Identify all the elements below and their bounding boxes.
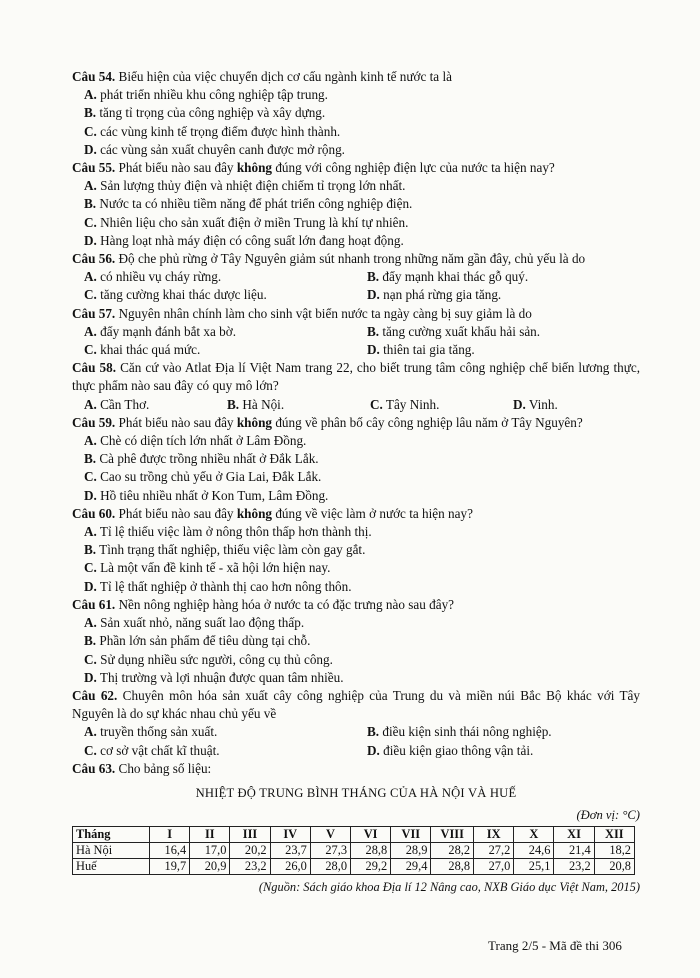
table-cell: 27,2 xyxy=(474,843,514,859)
option-d: D. Tỉ lệ thất nghiệp ở thành thị cao hơn nông thôn. xyxy=(84,578,352,594)
table-cell: 28,2 xyxy=(431,843,474,859)
question-61: Câu 61. Nền nông nghiệp hàng hóa ở nước ta có đặc trưng nào sau đây? xyxy=(72,596,455,612)
table-unit: (Đơn vị: °C) xyxy=(576,808,640,823)
table-row-label: Huế xyxy=(73,859,150,875)
options-row xyxy=(72,396,640,414)
table-header-row xyxy=(73,827,635,843)
option-d: D. Hàng loạt nhà máy điện có công suất lớn đang hoạt động. xyxy=(84,232,404,248)
options-row xyxy=(72,323,640,341)
options-row xyxy=(72,268,640,286)
question-58: Câu 58. Căn cứ vào Atlat Địa lí Việt Nam trang 22, cho biết trung tâm công nghiệp chế biến lương thực, thực phẩm nào sau đây có quy mô lớn? xyxy=(72,360,641,394)
option-b: B. điều kiện sinh thái nông nghiệp. xyxy=(367,724,552,740)
table-header-cell: V xyxy=(310,827,350,843)
option-a: A. phát triển nhiều khu công nghiệp tập trung. xyxy=(84,87,328,103)
question-54 xyxy=(72,68,640,86)
question-label: Câu 56. xyxy=(72,251,116,267)
option-a: A. Cần Thơ. xyxy=(84,396,150,412)
option-a: A. có nhiều vụ cháy rừng. xyxy=(84,269,222,285)
table-cell: 23,2 xyxy=(230,859,270,875)
table-header-cell: XII xyxy=(594,827,634,843)
table-header-cell: XI xyxy=(554,827,594,843)
question-stem: Biểu hiện của việc chuyển dịch cơ cấu ngành kinh tế nước ta là xyxy=(115,69,452,84)
table-row xyxy=(73,843,635,859)
option-c: C. khai thác quá mức. xyxy=(84,342,201,358)
option-d: D. Vinh. xyxy=(513,396,558,412)
question-55: Câu 55. Phát biểu nào sau đây không đúng với công nghiệp điện lực của nước ta hiện nay? xyxy=(72,160,555,176)
table-header-cell: II xyxy=(190,827,230,843)
table-cell: 28,8 xyxy=(351,843,391,859)
table-cell: 24,6 xyxy=(514,843,554,859)
question-62: Câu 62. Chuyên môn hóa sản xuất cây công nghiệp của Trung du và miền núi Bắc Bộ khác với Tây Nguyên là do sự khác nhau chủ yếu về xyxy=(72,687,640,722)
options-row xyxy=(72,723,640,741)
table-header-cell: Tháng xyxy=(73,827,150,843)
table-header-cell: III xyxy=(230,827,270,843)
table-header-cell: X xyxy=(514,827,554,843)
table-cell: 16,4 xyxy=(150,843,190,859)
option-c: C. cơ sở vật chất kĩ thuật. xyxy=(84,742,220,758)
exam-content xyxy=(72,68,640,897)
option-b: B. Hà Nội. xyxy=(227,396,285,412)
table-header-cell: VI xyxy=(351,827,391,843)
option-b: B. Tình trạng thất nghiệp, thiếu việc làm còn gay gắt. xyxy=(84,542,366,558)
table-cell: 23,2 xyxy=(554,859,594,875)
table-cell: 28,0 xyxy=(310,859,350,875)
table-cell: 20,9 xyxy=(190,859,230,875)
question-label: Câu 61. xyxy=(72,596,116,612)
option-b: B. tăng tỉ trọng của công nghiệp và xây dựng. xyxy=(84,105,326,121)
option-a: A. Tỉ lệ thiếu việc làm ở nông thôn thấp hơn thành thị. xyxy=(84,524,372,540)
table-cell: 17,0 xyxy=(190,843,230,859)
question-57: Câu 57. Nguyên nhân chính làm cho sinh vật biển nước ta ngày càng bị suy giảm là do xyxy=(72,305,532,321)
table-cell: 18,2 xyxy=(594,843,634,859)
option-b: B. đẩy mạnh khai thác gỗ quý. xyxy=(367,269,529,285)
question-label: Câu 63. xyxy=(72,760,116,776)
question-60: Câu 60. Phát biểu nào sau đây không đúng về việc làm ở nước ta hiện nay? xyxy=(72,505,473,521)
table-cell: 27,3 xyxy=(310,843,350,859)
option-b: B. Nước ta có nhiều tiềm năng để phát triển công nghiệp điện. xyxy=(84,196,413,212)
question-label: Câu 59. xyxy=(72,414,116,430)
option-b: B. tăng cường xuất khẩu hải sản. xyxy=(367,323,541,339)
page-footer: Trang 2/5 - Mã đề thi 306 xyxy=(488,938,622,953)
table-row xyxy=(73,859,635,875)
option-d: D. Thị trường và lợi nhuận được quan tâm nhiều. xyxy=(84,669,344,685)
table-cell: 20,8 xyxy=(594,859,634,875)
question-label: Câu 62. xyxy=(72,687,118,703)
option-d: D. Hồ tiêu nhiều nhất ở Kon Tum, Lâm Đồng. xyxy=(84,487,329,503)
question-label: Câu 54. xyxy=(72,69,116,84)
question-label: Câu 60. xyxy=(72,505,116,521)
option-c: C. Tây Ninh. xyxy=(370,396,440,412)
options-row xyxy=(72,742,640,760)
question-label: Câu 58. xyxy=(72,360,117,376)
table-header-cell: IV xyxy=(270,827,310,843)
table-cell: 20,2 xyxy=(230,843,270,859)
question-59: Câu 59. Phát biểu nào sau đây không đúng về phân bố cây công nghiệp lâu năm ở Tây Nguyên? xyxy=(72,414,583,430)
option-d: D. điều kiện giao thông vận tải. xyxy=(367,742,534,758)
table-cell: 21,4 xyxy=(554,843,594,859)
table-header-cell: VII xyxy=(391,827,431,843)
option-c: C. Sử dụng nhiều sức người, công cụ thủ công. xyxy=(84,651,333,667)
table-cell: 26,0 xyxy=(270,859,310,875)
option-b: B. Phần lớn sản phẩm để tiêu dùng tại chỗ. xyxy=(84,633,311,649)
option-c: C. Là một vấn đề kinh tế - xã hội lớn hiện nay. xyxy=(84,560,331,576)
table-cell: 28,9 xyxy=(391,843,431,859)
option-a: A. Sản xuất nhỏ, năng suất lao động thấp. xyxy=(84,615,305,631)
table-cell: 28,8 xyxy=(431,859,474,875)
option-a: A. đẩy mạnh đánh bắt xa bờ. xyxy=(84,323,237,339)
option-b: B. Cà phê được trồng nhiều nhất ở Đắk Lắk. xyxy=(84,451,319,467)
question-label: Câu 55. xyxy=(72,160,116,176)
options-row xyxy=(72,286,640,304)
option-a: A. Chè có diện tích lớn nhất ở Lâm Đồng. xyxy=(84,433,307,449)
option-c: C. Cao su trồng chủ yếu ở Gia Lai, Đắk Lắk. xyxy=(84,469,322,485)
table-header-cell: I xyxy=(150,827,190,843)
options-row xyxy=(72,341,640,359)
question-56: Câu 56. Độ che phủ rừng ở Tây Nguyên giảm sút nhanh trong những năm gần đây, chủ yếu là do xyxy=(72,251,586,267)
option-c: C. Nhiên liệu cho sản xuất điện ở miền Trung là khí tự nhiên. xyxy=(84,214,409,230)
table-cell: 29,4 xyxy=(391,859,431,875)
table-source: (Nguồn: Sách giáo khoa Địa lí 12 Nâng cao, NXB Giáo dục Việt Nam, 2015) xyxy=(258,880,640,895)
option-c: C. các vùng kinh tế trọng điểm được hình thành. xyxy=(84,123,341,139)
option-a: A. truyền thống sản xuất. xyxy=(84,724,218,740)
question-label: Câu 57. xyxy=(72,305,116,321)
option-c: C. tăng cường khai thác dược liệu. xyxy=(84,287,267,303)
option-d: D. thiên tai gia tăng. xyxy=(367,342,475,358)
table-cell: 25,1 xyxy=(514,859,554,875)
option-d: D. các vùng sản xuất chuyên canh được mở rộng. xyxy=(84,141,345,157)
temperature-table xyxy=(72,826,635,875)
table-cell: 19,7 xyxy=(150,859,190,875)
table-header-cell: IX xyxy=(474,827,514,843)
table-cell: 23,7 xyxy=(270,843,310,859)
option-d: D. nạn phá rừng gia tăng. xyxy=(367,287,502,303)
table-cell: 27,0 xyxy=(474,859,514,875)
question-63: Câu 63. Cho bảng số liệu: xyxy=(72,760,212,776)
table-title: NHIỆT ĐỘ TRUNG BÌNH THÁNG CỦA HÀ NỘI VÀ HUẾ xyxy=(195,785,517,800)
table-cell: 29,2 xyxy=(351,859,391,875)
option-a: A. Sản lượng thủy điện và nhiệt điện chiếm tỉ trọng lớn nhất. xyxy=(84,178,406,194)
table-row-label: Hà Nội xyxy=(73,843,150,859)
table-header-cell: VIII xyxy=(431,827,474,843)
